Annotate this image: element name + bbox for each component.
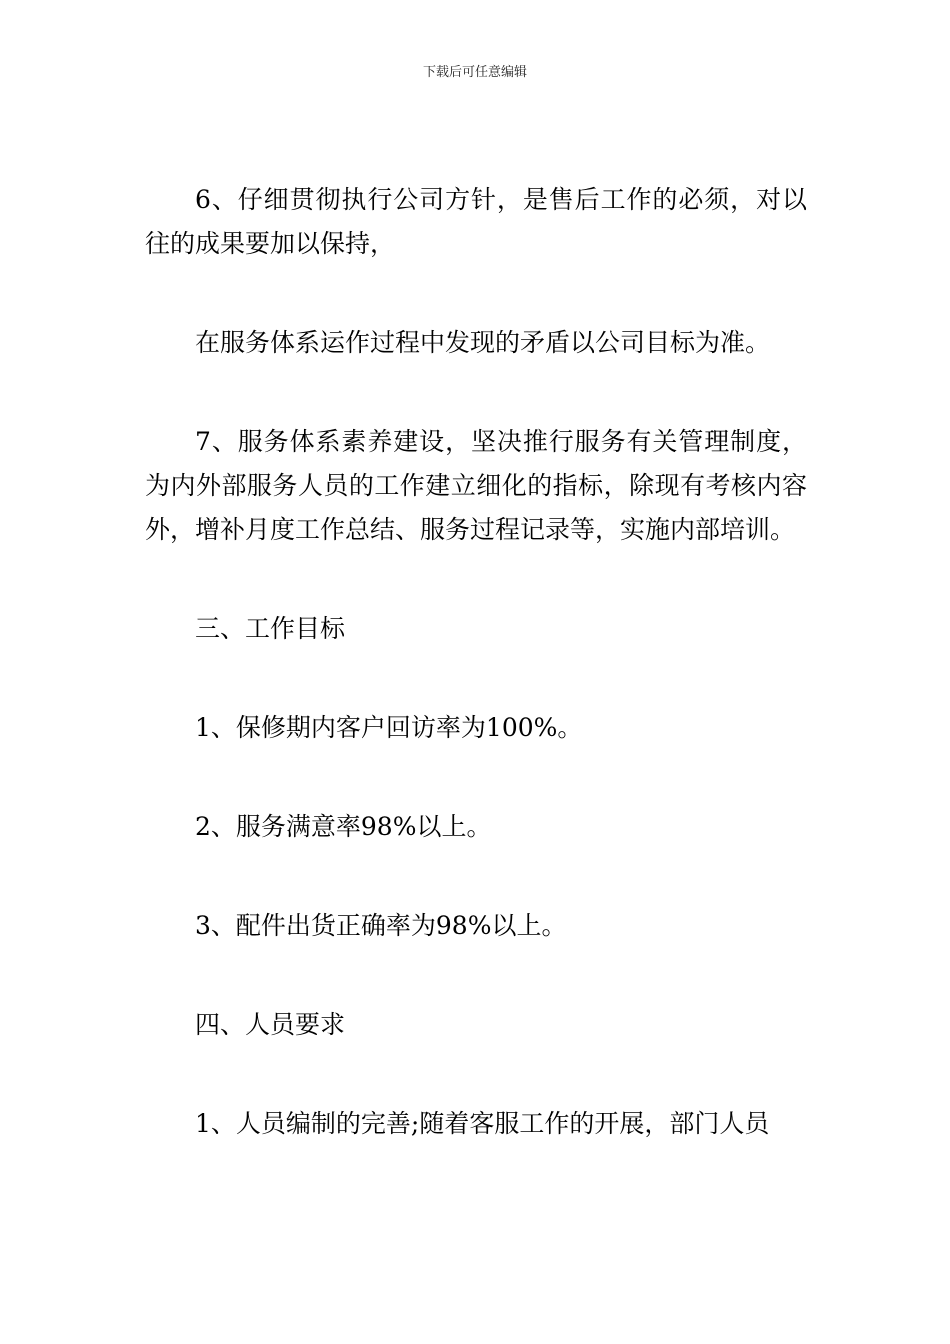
- section-heading-staff-requirements: 四、人员要求: [195, 1010, 346, 1039]
- goal-item-3: 3、配件出货正确率为98%以上。: [195, 911, 567, 940]
- paragraph-item-7: 7、服务体系素养建设，坚决推行服务有关管理制度，为内外部服务人员的工作建立细化的指标，除现有考核内容外，增补月度工作总结、服务过程记录等，实施内部培训。: [145, 427, 807, 544]
- goal-item-2: 2、服务满意率98%以上。: [195, 812, 492, 841]
- paragraph-service-conflict: 在服务体系运作过程中发现的矛盾以公司目标为准。: [195, 328, 771, 357]
- page-header: 下载后可任意编辑: [422, 65, 527, 80]
- paragraph-item-6: 6、仔细贯彻执行公司方针，是售后工作的必须，对以往的成果要加以保持，: [145, 185, 807, 258]
- document-body: [145, 178, 807, 1146]
- section-heading-work-goals: 三、工作目标: [195, 614, 346, 643]
- staff-item-1: 1、人员编制的完善;随着客服工作的开展，部门人员: [195, 1109, 770, 1138]
- goal-item-1: 1、保修期内客户回访率为100%。: [195, 713, 583, 742]
